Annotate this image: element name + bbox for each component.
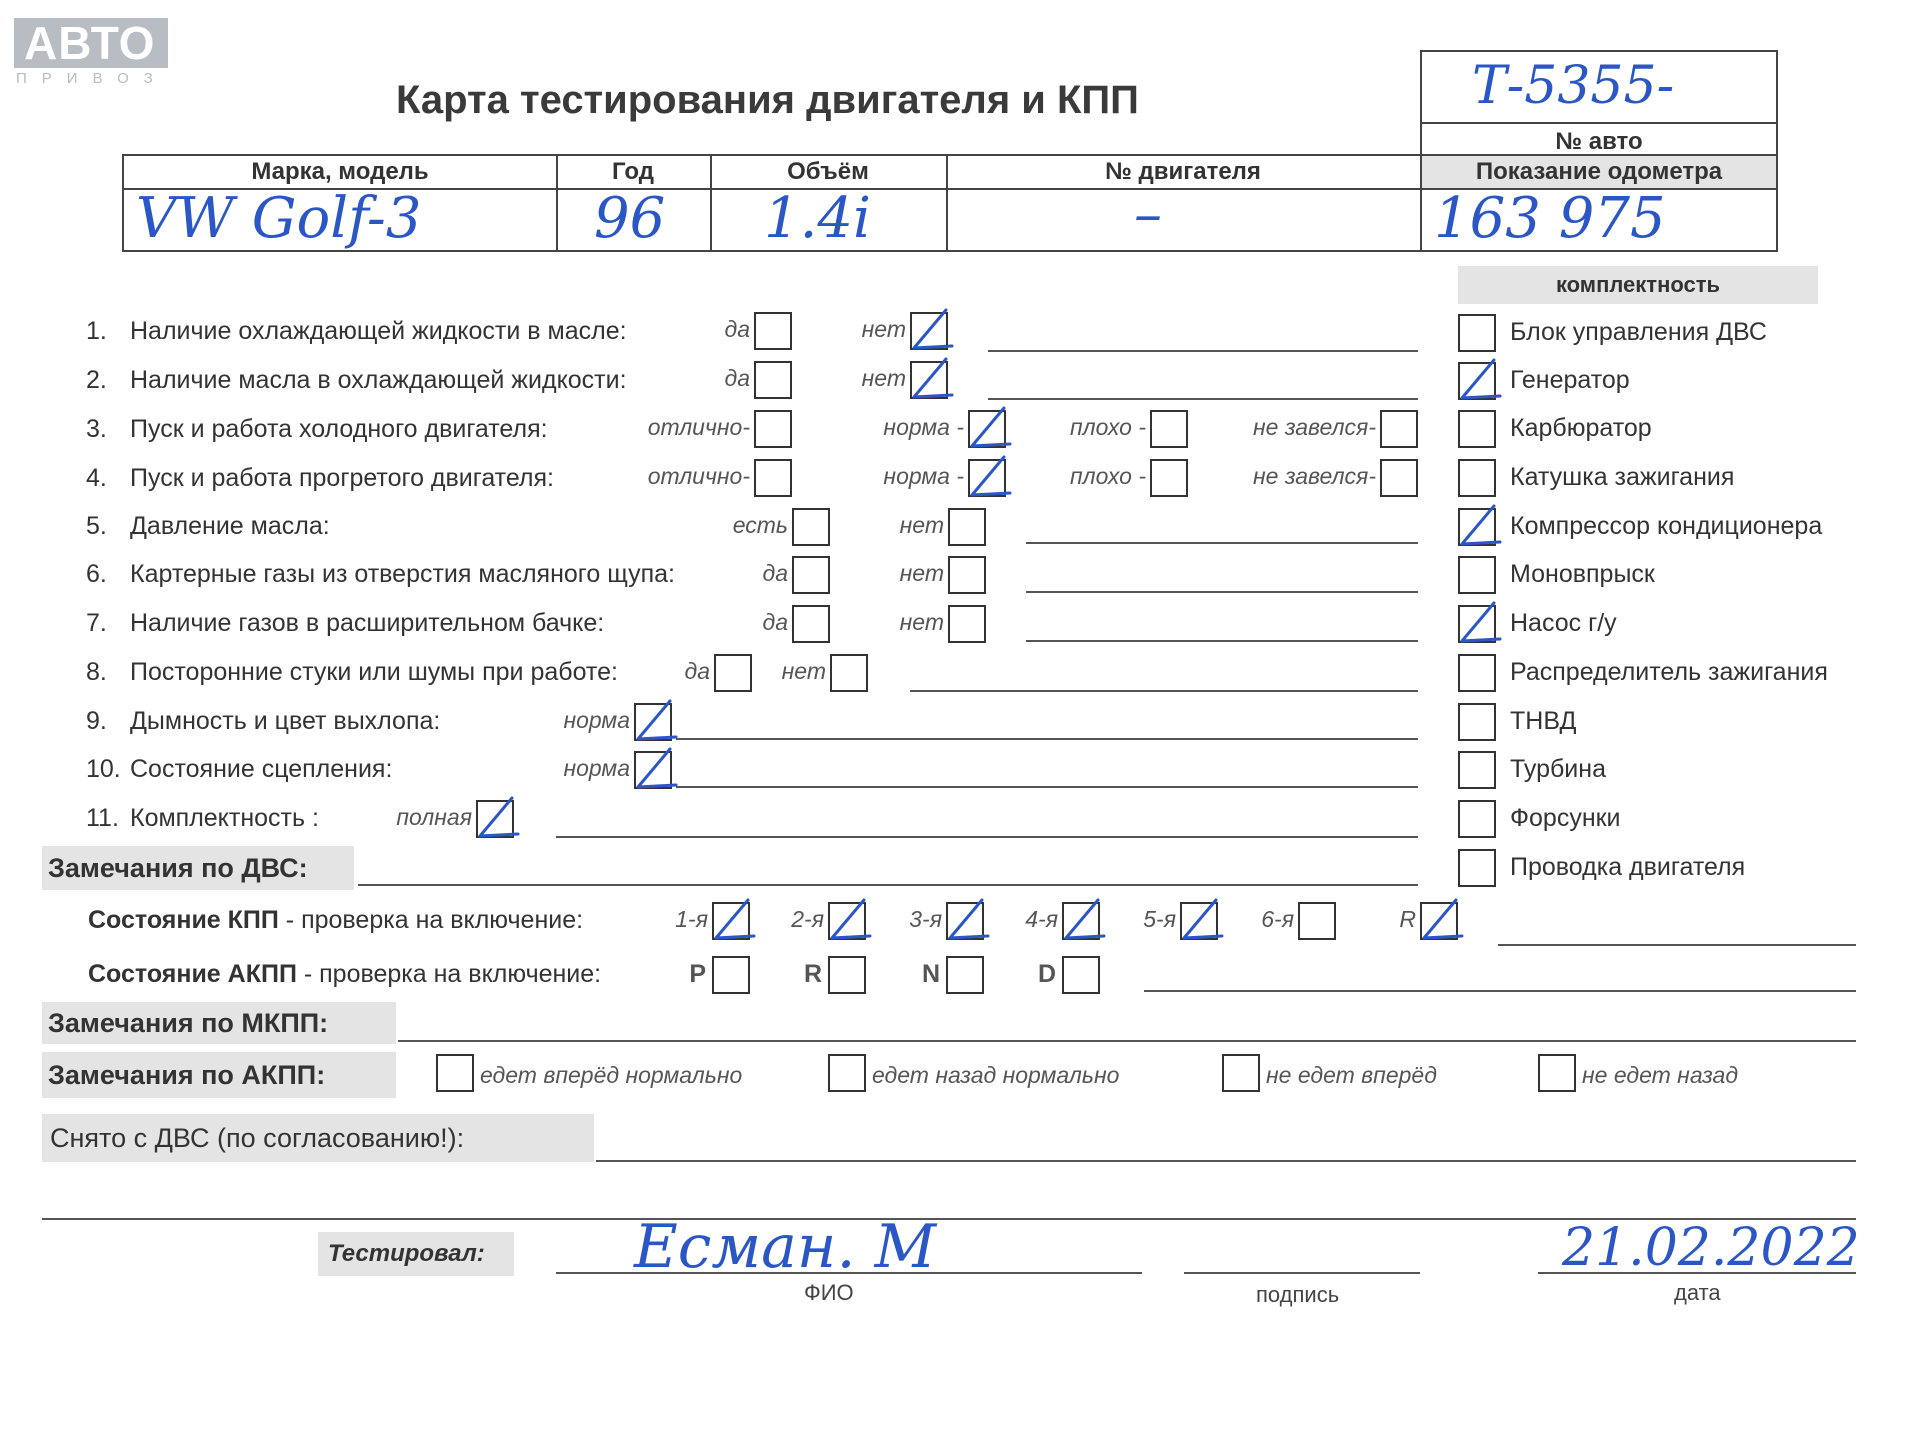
check-mark-icon bbox=[1058, 894, 1110, 946]
checkbox-row1-option1[interactable] bbox=[754, 312, 792, 350]
check-mark-icon bbox=[824, 894, 876, 946]
option-label: норма bbox=[563, 755, 630, 781]
akpp-remark-label: не едет назад bbox=[1582, 1062, 1739, 1088]
check-mark-icon bbox=[630, 695, 682, 747]
akpp-position-checkbox-4[interactable] bbox=[1062, 956, 1100, 994]
engine-no-value: – bbox=[1134, 182, 1162, 247]
date-caption: дата bbox=[1674, 1280, 1721, 1305]
checkbox-row7-option1[interactable] bbox=[792, 605, 830, 643]
option-label: да bbox=[684, 658, 710, 684]
gear-label: 3-я bbox=[909, 906, 942, 932]
gear-label: 6-я bbox=[1261, 906, 1294, 932]
completeness-item-label: Проводка двигателя bbox=[1510, 853, 1746, 881]
option-label: не завелся- bbox=[1252, 463, 1376, 489]
completeness-item-label: Распределитель зажигания bbox=[1510, 658, 1828, 686]
logo-sub: ПРИВОЗ bbox=[16, 70, 168, 87]
checkbox-row3-option1[interactable] bbox=[754, 410, 792, 448]
akpp-position-label: R bbox=[803, 960, 822, 988]
checklist-row-6: 6. Картерные газы из отверстия масляного щупа: bbox=[86, 560, 675, 588]
vehicle-table bbox=[122, 154, 1778, 252]
checkbox-row3-option3[interactable] bbox=[1150, 410, 1188, 448]
engine-remarks-label: Замечания по ДВС: bbox=[42, 846, 354, 890]
volume-value: 1.4i bbox=[764, 186, 871, 251]
check-mark-icon bbox=[942, 894, 994, 946]
completeness-title: комплектность bbox=[1458, 266, 1818, 304]
check-mark-icon bbox=[708, 894, 760, 946]
completeness-item-label: Насос г/у bbox=[1510, 609, 1617, 637]
akpp-position-label: N bbox=[921, 960, 940, 988]
check-mark-icon bbox=[1176, 894, 1228, 946]
checklist-row-9: 9. Дымность и цвет выхлопа: bbox=[86, 707, 441, 735]
checkbox-row7-option2[interactable] bbox=[948, 605, 986, 643]
checklist-row-11: 11. Комплектность : bbox=[86, 804, 319, 832]
akpp-remark-checkbox-2[interactable] bbox=[828, 1054, 866, 1092]
checkbox-row8-option1[interactable] bbox=[714, 654, 752, 692]
akpp-position-checkbox-3[interactable] bbox=[946, 956, 984, 994]
completeness-item-label: Катушка зажигания bbox=[1510, 463, 1735, 491]
option-label: есть bbox=[732, 512, 788, 538]
gear-label: 2-я bbox=[791, 906, 824, 932]
option-label: нет bbox=[861, 316, 906, 342]
completeness-item-label: Моновпрыск bbox=[1510, 560, 1655, 588]
avtoprivoz-logo bbox=[14, 18, 168, 87]
page-title: Карта тестирования двигателя и КПП bbox=[396, 78, 1139, 122]
checklist-row-4: 4. Пуск и работа прогретого двигателя: bbox=[86, 464, 554, 492]
akpp-label: Состояние АКПП - проверка на включение: bbox=[88, 960, 602, 988]
odometer-value: 163 975 bbox=[1434, 186, 1666, 251]
completeness-item-label: ТНВД bbox=[1510, 707, 1577, 735]
completeness-item-label: Форсунки bbox=[1510, 804, 1621, 832]
auto-number-label: № авто bbox=[1555, 128, 1643, 155]
akpp-remark-checkbox-4[interactable] bbox=[1538, 1054, 1576, 1092]
col-make-model-label: Марка, модель bbox=[251, 158, 429, 185]
check-mark-icon bbox=[630, 743, 682, 795]
option-label: нет bbox=[899, 512, 944, 538]
checklist-row-8: 8. Посторонние стуки или шумы при работе: bbox=[86, 658, 618, 686]
tester-name: Есман. М bbox=[634, 1212, 937, 1282]
completeness-checkbox[interactable] bbox=[1458, 800, 1496, 838]
akpp-position-checkbox-1[interactable] bbox=[712, 956, 750, 994]
mkpp-remarks-label: Замечания по МКПП: bbox=[42, 1002, 396, 1044]
fio-caption: ФИО bbox=[804, 1280, 854, 1305]
completeness-checkbox[interactable] bbox=[1458, 703, 1496, 741]
checkbox-row4-option1[interactable] bbox=[754, 459, 792, 497]
completeness-item-label: Генератор bbox=[1510, 366, 1630, 394]
col-engine-no-label: № двигателя bbox=[1105, 158, 1261, 185]
akpp-remark-label: едет вперёд нормально bbox=[480, 1062, 743, 1088]
option-label: отлично- bbox=[647, 414, 750, 440]
make-model-value: VW Golf-3 bbox=[136, 186, 422, 251]
check-mark-icon bbox=[906, 353, 958, 405]
option-label: норма - bbox=[883, 414, 964, 440]
gear-checkbox-6[interactable] bbox=[1298, 902, 1336, 940]
checkbox-row6-option2[interactable] bbox=[948, 556, 986, 594]
option-label: плохо - bbox=[1070, 414, 1146, 440]
akpp-position-checkbox-2[interactable] bbox=[828, 956, 866, 994]
gear-label: 4-я bbox=[1025, 906, 1058, 932]
logo-main: АВТО bbox=[14, 18, 168, 68]
option-label: полная bbox=[396, 804, 472, 830]
option-label: да bbox=[762, 560, 788, 586]
checklist-row-2: 2. Наличие масла в охлаждающей жидкости: bbox=[86, 366, 627, 394]
tested-label: Тестировал: bbox=[318, 1232, 514, 1276]
completeness-item-label: Карбюратор bbox=[1510, 414, 1652, 442]
completeness-checkbox[interactable] bbox=[1458, 459, 1496, 497]
checkbox-row5-option2[interactable] bbox=[948, 508, 986, 546]
completeness-item-label: Турбина bbox=[1510, 755, 1606, 783]
option-label: плохо - bbox=[1070, 463, 1146, 489]
akpp-remark-checkbox-3[interactable] bbox=[1222, 1054, 1260, 1092]
completeness-checkbox[interactable] bbox=[1458, 556, 1496, 594]
checkbox-row2-option1[interactable] bbox=[754, 361, 792, 399]
akpp-position-label: D bbox=[1037, 960, 1056, 988]
completeness-checkbox[interactable] bbox=[1458, 314, 1496, 352]
checklist-row-10: 10. Состояние сцепления: bbox=[86, 755, 393, 783]
completeness-checkbox[interactable] bbox=[1458, 751, 1496, 789]
akpp-remark-checkbox-1[interactable] bbox=[436, 1054, 474, 1092]
check-mark-icon bbox=[906, 304, 958, 356]
akpp-remarks-label: Замечания по АКПП: bbox=[42, 1052, 396, 1098]
completeness-item-label: Блок управления ДВС bbox=[1510, 318, 1767, 346]
check-mark-icon bbox=[964, 451, 1016, 503]
checkbox-row4-option3[interactable] bbox=[1150, 459, 1188, 497]
check-mark-icon bbox=[1416, 894, 1468, 946]
check-mark-icon bbox=[1454, 597, 1506, 649]
removed-label: Снято с ДВС (по согласованию!): bbox=[42, 1114, 594, 1162]
option-label: нет bbox=[861, 365, 906, 391]
akpp-position-label: P bbox=[689, 960, 706, 988]
option-label: не завелся- bbox=[1252, 414, 1376, 440]
akpp-remark-label: не едет вперёд bbox=[1266, 1062, 1437, 1088]
option-label: норма - bbox=[883, 463, 964, 489]
option-label: да bbox=[724, 365, 750, 391]
gear-label: 1-я bbox=[675, 906, 708, 932]
checkbox-row4-option4[interactable] bbox=[1380, 459, 1418, 497]
checkbox-row3-option4[interactable] bbox=[1380, 410, 1418, 448]
checklist-row-7: 7. Наличие газов в расширительном бачке: bbox=[86, 609, 605, 637]
test-date: 21.02.2022 bbox=[1562, 1218, 1860, 1278]
checkbox-row5-option1[interactable] bbox=[792, 508, 830, 546]
completeness-item-label: Компрессор кондиционера bbox=[1510, 512, 1823, 540]
option-label: нет bbox=[899, 560, 944, 586]
completeness-checkbox[interactable] bbox=[1458, 849, 1496, 887]
checkbox-row8-option2[interactable] bbox=[830, 654, 868, 692]
gear-label: 5-я bbox=[1143, 906, 1176, 932]
kpp-label: Состояние КПП - проверка на включение: bbox=[88, 906, 584, 934]
col-year-label: Год bbox=[612, 158, 654, 185]
col-volume-label: Объём bbox=[787, 158, 869, 185]
option-label: да bbox=[762, 609, 788, 635]
checkbox-row6-option1[interactable] bbox=[792, 556, 830, 594]
mkpp-remarks-line[interactable] bbox=[398, 1040, 1856, 1042]
engine-remarks-line[interactable] bbox=[358, 884, 1418, 886]
gear-label: R bbox=[1399, 906, 1416, 932]
checklist-row-5: 5. Давление масла: bbox=[86, 512, 330, 540]
signature-caption: подпись bbox=[1256, 1282, 1340, 1307]
completeness-checkbox[interactable] bbox=[1458, 410, 1496, 448]
akpp-remark-label: едет назад нормально bbox=[872, 1062, 1120, 1088]
check-mark-icon bbox=[964, 402, 1016, 454]
completeness-checkbox[interactable] bbox=[1458, 654, 1496, 692]
check-mark-icon bbox=[1454, 354, 1506, 406]
col-odometer-label: Показание одометра bbox=[1475, 158, 1723, 185]
removed-line[interactable] bbox=[596, 1160, 1856, 1162]
option-label: нет bbox=[781, 658, 826, 684]
auto-number-value: Т-5355- bbox=[1472, 56, 1675, 116]
auto-number-box bbox=[1420, 50, 1778, 158]
checklist-row-3: 3. Пуск и работа холодного двигателя: bbox=[86, 415, 548, 443]
option-label: норма bbox=[563, 707, 630, 733]
check-mark-icon bbox=[472, 792, 524, 844]
option-label: да bbox=[724, 316, 750, 342]
check-mark-icon bbox=[1454, 500, 1506, 552]
option-label: нет bbox=[899, 609, 944, 635]
checklist-row-1: 1. Наличие охлаждающей жидкости в масле: bbox=[86, 317, 627, 345]
year-value: 96 bbox=[594, 186, 666, 251]
option-label: отлично- bbox=[647, 463, 750, 489]
